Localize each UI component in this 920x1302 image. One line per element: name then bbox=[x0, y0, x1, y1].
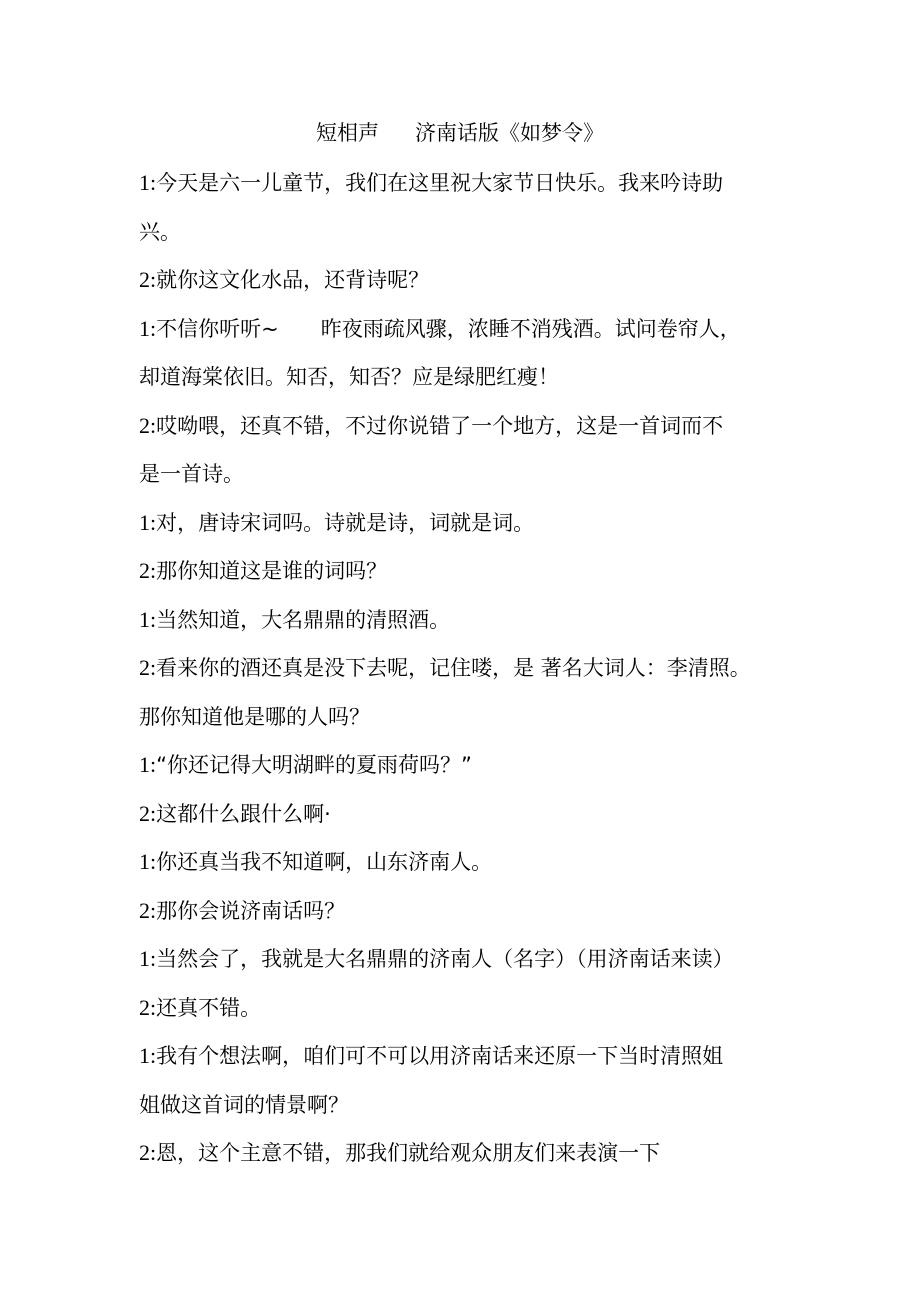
line-text: 当然会了，我就是大名鼎鼎的济南人（名字）（用济南话来读） bbox=[156, 947, 734, 971]
dialogue-line bbox=[139, 1085, 799, 1134]
line-text: 姐做这首词的情景啊？ bbox=[139, 1092, 349, 1117]
line-text: 这都什么跟什么啊· bbox=[156, 801, 331, 826]
speaker-label: 1: bbox=[139, 946, 157, 971]
line-text: 对，唐诗宋词吗。诗就是诗，词就是词。 bbox=[156, 510, 535, 535]
speaker-label: 1: bbox=[139, 315, 157, 341]
line-text: 是一首诗。 bbox=[139, 462, 244, 486]
speaker-label: 2: bbox=[139, 800, 157, 826]
dialogue-line bbox=[139, 1133, 799, 1182]
speaker-label: 1: bbox=[139, 849, 157, 874]
dialogue-line bbox=[139, 503, 799, 552]
dialogue-line bbox=[139, 697, 799, 746]
dialogue-line bbox=[139, 842, 799, 891]
dialogue-line bbox=[139, 260, 799, 309]
speaker-label: 1: bbox=[139, 170, 157, 195]
line-text: 兴。 bbox=[139, 219, 181, 244]
dialogue-line bbox=[139, 648, 799, 697]
line-text: 你还真当我不知道啊，山东济南人。 bbox=[156, 850, 493, 874]
line-text: 那你知道这是谁的词吗？ bbox=[156, 559, 388, 583]
speaker-label: 1: bbox=[139, 752, 157, 777]
dialogue-line bbox=[139, 163, 799, 212]
line-text: 还真不错。 bbox=[156, 995, 262, 1020]
speaker-label: 2: bbox=[139, 994, 157, 1020]
speaker-label: 1: bbox=[139, 1043, 157, 1068]
line-text: 就你这文化水品，还背诗呢？ bbox=[156, 268, 430, 292]
speaker-label: 2: bbox=[139, 655, 157, 680]
line-text: 当然知道，大名鼎鼎的清照酒。 bbox=[156, 607, 451, 632]
line-text: “你还记得大明湖畔的夏雨荷吗？” bbox=[156, 753, 472, 777]
line-text: 恩，这个主意不错，那我们就给观众朋友们来表演一下 bbox=[156, 1141, 661, 1165]
dialogue-line bbox=[139, 454, 799, 503]
speaker-label: 2: bbox=[139, 412, 157, 438]
dialogue-line bbox=[139, 745, 799, 794]
dialogue-line bbox=[139, 406, 799, 455]
line-text: 却道海棠依旧。知否，知否？应是绿肥红瘦！ bbox=[139, 365, 559, 389]
line-text: 哎呦喂，还真不错，不过你说错了一个地方，这是一首词而不 bbox=[156, 413, 724, 438]
dialogue-line bbox=[139, 939, 799, 988]
dialogue-line bbox=[139, 1036, 799, 1085]
speaker-label: 1: bbox=[139, 509, 157, 535]
dialogue-line bbox=[139, 357, 799, 406]
dialogue-line bbox=[139, 600, 799, 649]
speaker-label: 2: bbox=[139, 267, 157, 292]
dialogue-line bbox=[139, 212, 799, 261]
dialogue-line bbox=[139, 551, 799, 600]
poem-text: 昨夜雨疏风骤，浓睡不消残酒。试问卷帘人， bbox=[320, 316, 741, 341]
dialogue-line bbox=[139, 988, 799, 1037]
line-text: 不信你听听~ bbox=[156, 316, 279, 341]
line-text: 那你知道他是哪的人吗？ bbox=[139, 704, 370, 729]
line-text: 那你会说济南话吗？ bbox=[156, 898, 346, 923]
dialogue-line bbox=[139, 794, 799, 843]
dialogue-body bbox=[139, 163, 799, 1182]
speaker-label: 2: bbox=[139, 558, 157, 583]
dialogue-line bbox=[139, 309, 799, 358]
line-text: 看来你的酒还真是没下去呢，记住喽，是 著名大词人：李清照。 bbox=[156, 656, 751, 680]
title-genre: 短相声 bbox=[316, 121, 379, 145]
line-text: 今天是六一儿童节，我们在这里祝大家节日快乐。我来吟诗助 bbox=[156, 171, 724, 195]
speaker-label: 2: bbox=[139, 1140, 157, 1165]
speaker-label: 1: bbox=[139, 606, 157, 632]
line-text: 我有个想法啊，咱们可不可以用济南话来还原一下当时清照姐 bbox=[156, 1044, 724, 1068]
dialogue-line bbox=[139, 891, 799, 940]
title-piece: 济南话版《如梦令》 bbox=[415, 121, 604, 145]
document-title bbox=[0, 118, 920, 148]
speaker-label: 2: bbox=[139, 897, 157, 923]
